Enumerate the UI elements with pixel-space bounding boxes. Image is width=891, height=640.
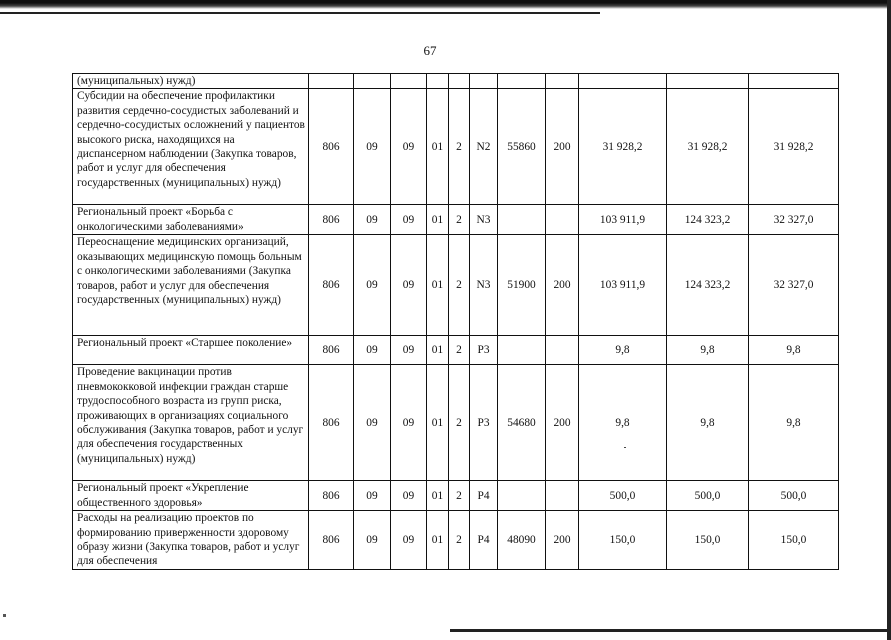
amount-year1-cell: 103 911,9	[579, 205, 667, 235]
amount-year1-cell	[579, 74, 667, 89]
table-row	[73, 336, 839, 365]
program-code-cell: 01	[427, 235, 449, 336]
expense-type-cell: 200	[546, 511, 579, 570]
amount-year3-cell: 32 327,0	[749, 235, 839, 336]
amount-year3-cell: 32 327,0	[749, 205, 839, 235]
expense-type-cell	[546, 205, 579, 235]
expense-type-cell	[546, 481, 579, 511]
project-code-cell	[470, 74, 498, 89]
program-code-cell: 01	[427, 205, 449, 235]
scan-line-top	[0, 12, 600, 14]
row-name-cell: Региональный проект «Борьба с онкологическими заболеваниями»	[73, 205, 309, 235]
project-code-cell: P3	[470, 336, 498, 365]
subsection-code-cell: 09	[391, 89, 427, 205]
ministry-code-cell: 806	[309, 89, 354, 205]
ministry-code-cell	[309, 74, 354, 89]
amount-year3-cell: 150,0	[749, 511, 839, 570]
row-name-cell: (муниципальных) нужд)	[73, 74, 309, 89]
amount-year3-cell: 500,0	[749, 481, 839, 511]
table-row	[73, 481, 839, 511]
expense-direction-cell: 48090	[498, 511, 546, 570]
program-code-cell	[427, 74, 449, 89]
table-row	[73, 89, 839, 205]
amount-year3-cell	[749, 74, 839, 89]
subprogram-code-cell: 2	[449, 511, 470, 570]
program-code-cell: 01	[427, 365, 449, 481]
expense-direction-cell	[498, 481, 546, 511]
scan-edge-right	[887, 0, 891, 640]
expense-direction-cell	[498, 74, 546, 89]
row-name-cell: Расходы на реализацию проектов по формированию приверженности здоровому образу жизни (Закупка товаров, работ и услуг для обеспечения	[73, 511, 309, 570]
expense-type-cell	[546, 74, 579, 89]
amount-year2-cell: 124 323,2	[667, 235, 749, 336]
scan-line-bottom	[450, 629, 891, 632]
subsection-code-cell: 09	[391, 481, 427, 511]
expense-type-cell	[546, 336, 579, 365]
table-row	[73, 365, 839, 481]
scan-edge-top	[0, 0, 891, 9]
amount-year3-cell: 9,8	[749, 336, 839, 365]
ministry-code-cell: 806	[309, 336, 354, 365]
expense-type-cell: 200	[546, 235, 579, 336]
table-row	[73, 511, 839, 570]
section-code-cell: 09	[354, 336, 391, 365]
expense-direction-cell: 54680	[498, 365, 546, 481]
table-row	[73, 74, 839, 89]
expense-direction-cell: 51900	[498, 235, 546, 336]
program-code-cell: 01	[427, 511, 449, 570]
project-code-cell: N3	[470, 235, 498, 336]
project-code-cell: N3	[470, 205, 498, 235]
subprogram-code-cell: 2	[449, 365, 470, 481]
page-number: 67	[423, 43, 437, 58]
amount-year1-cell: 9,8	[579, 336, 667, 365]
subsection-code-cell	[391, 74, 427, 89]
expense-direction-cell: 55860	[498, 89, 546, 205]
ministry-code-cell: 806	[309, 365, 354, 481]
section-code-cell: 09	[354, 235, 391, 336]
project-code-cell: P4	[470, 511, 498, 570]
subsection-code-cell: 09	[391, 205, 427, 235]
amount-year3-cell: 31 928,2	[749, 89, 839, 205]
subprogram-code-cell: 2	[449, 89, 470, 205]
row-name-cell: Переоснащение медицинских организаций, оказывающих медицинскую помощь больным с онкологическими заболеваниями (Закупка товаров, работ и услуг для обеспечения государственных (муниципальных) нужд)	[73, 235, 309, 336]
subsection-code-cell: 09	[391, 365, 427, 481]
subsection-code-cell: 09	[391, 511, 427, 570]
subprogram-code-cell	[449, 74, 470, 89]
expense-direction-cell	[498, 205, 546, 235]
row-name-cell: Региональный проект «Укрепление общественного здоровья»	[73, 481, 309, 511]
section-code-cell: 09	[354, 481, 391, 511]
amount-year1-cell: 150,0	[579, 511, 667, 570]
subsection-code-cell: 09	[391, 336, 427, 365]
row-name-cell: Региональный проект «Старшее поколение»	[73, 336, 309, 365]
amount-year1-cell: 31 928,2	[579, 89, 667, 205]
amount-year1-cell: 103 911,9	[579, 235, 667, 336]
section-code-cell: 09	[354, 205, 391, 235]
expense-type-cell: 200	[546, 89, 579, 205]
table-body	[73, 74, 839, 570]
ministry-code-cell: 806	[309, 511, 354, 570]
amount-year2-cell: 150,0	[667, 511, 749, 570]
project-code-cell: N2	[470, 89, 498, 205]
subprogram-code-cell: 2	[449, 205, 470, 235]
budget-table	[72, 73, 839, 570]
row-name-cell: Субсидии на обеспечение профилактики развития сердечно-сосудистых заболеваний и сердечно-сосудистых осложнений у пациентов высокого риска, находящихся на диспансерном наблюдении (Закупка товаров, работ и услуг для обеспечения государственных (муниципальных) нужд)	[73, 89, 309, 205]
scan-speck	[3, 614, 6, 617]
subprogram-code-cell: 2	[449, 481, 470, 511]
table-row	[73, 205, 839, 235]
expense-direction-cell	[498, 336, 546, 365]
program-code-cell: 01	[427, 336, 449, 365]
ministry-code-cell: 806	[309, 481, 354, 511]
amount-year2-cell: 500,0	[667, 481, 749, 511]
table-row	[73, 235, 839, 336]
amount-year2-cell: 31 928,2	[667, 89, 749, 205]
amount-year2-cell: 9,8	[667, 365, 749, 481]
amount-year2-cell: 9,8	[667, 336, 749, 365]
expense-type-cell: 200	[546, 365, 579, 481]
section-code-cell	[354, 74, 391, 89]
amount-year3-cell: 9,8	[749, 365, 839, 481]
program-code-cell: 01	[427, 89, 449, 205]
program-code-cell: 01	[427, 481, 449, 511]
ministry-code-cell: 806	[309, 235, 354, 336]
amount-year2-cell	[667, 74, 749, 89]
row-name-cell: Проведение вакцинации против пневмококковой инфекции граждан старше трудоспособного возраста из групп риска, проживающих в организациях социального обслуживания (Закупка товаров, работ и услуг для обеспечения государственных (муниципальных) нужд)	[73, 365, 309, 481]
project-code-cell: P4	[470, 481, 498, 511]
amount-year2-cell: 124 323,2	[667, 205, 749, 235]
subsection-code-cell: 09	[391, 235, 427, 336]
amount-year1-cell: 9,8	[579, 365, 667, 481]
ministry-code-cell: 806	[309, 205, 354, 235]
project-code-cell: P3	[470, 365, 498, 481]
subprogram-code-cell: 2	[449, 235, 470, 336]
section-code-cell: 09	[354, 511, 391, 570]
section-code-cell: 09	[354, 365, 391, 481]
section-code-cell: 09	[354, 89, 391, 205]
amount-year1-cell: 500,0	[579, 481, 667, 511]
subprogram-code-cell: 2	[449, 336, 470, 365]
